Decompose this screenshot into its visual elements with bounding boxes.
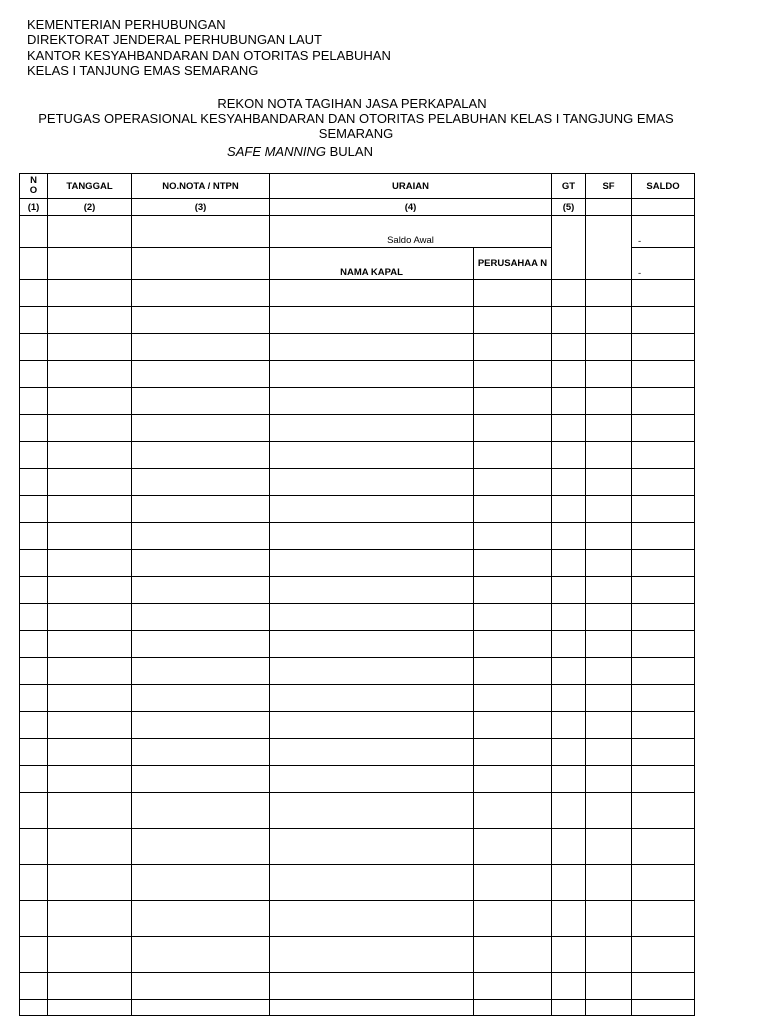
table-cell [270,334,474,361]
index-sf-empty [586,199,632,216]
table-row [20,307,695,334]
table-cell [586,937,632,973]
table-cell [474,937,552,973]
table-cell [20,577,48,604]
table-cell [474,973,552,1000]
table-cell [474,523,552,550]
saldo-awal-label: Saldo Awal [270,216,552,248]
table-row [20,766,695,793]
table-cell [20,766,48,793]
table-cell [48,685,132,712]
table-cell [632,415,695,442]
header-nota: NO.NOTA / NTPN [132,174,270,199]
table-cell [20,865,48,901]
table-cell [132,1000,270,1016]
index-saldo-empty [632,199,695,216]
table-cell [474,280,552,307]
table-cell [474,334,552,361]
table-cell [586,442,632,469]
table-cell [20,973,48,1000]
table-row [20,280,695,307]
cell [20,216,48,248]
cell-gt-merged [552,216,586,280]
table-cell [586,685,632,712]
table-cell [132,307,270,334]
table-cell [132,937,270,973]
table-cell [270,658,474,685]
table-cell [20,307,48,334]
document-title-line2: PETUGAS OPERASIONAL KESYAHBANDARAN DAN OTORITAS PELABUHAN KELAS I TANGJUNG EMAS [38,111,674,126]
table-cell [48,442,132,469]
table-cell [48,766,132,793]
table-cell [132,334,270,361]
table-cell [474,739,552,766]
table-cell [632,712,695,739]
table-cell [586,1000,632,1016]
table-cell [632,280,695,307]
table-cell [48,469,132,496]
org-line-office: KANTOR KESYAHBANDARAN DAN OTORITAS PELABUHAN [27,47,391,63]
table-cell [48,334,132,361]
table-cell [632,829,695,865]
table-cell [48,577,132,604]
table-cell [20,901,48,937]
table-cell [586,793,632,829]
table-cell [20,658,48,685]
table-cell [474,1000,552,1016]
table-cell [474,793,552,829]
table-cell [552,712,586,739]
document-title: REKON NOTA TAGIHAN JASA PERKAPALAN [217,96,487,111]
table-row [20,550,695,577]
table-cell [48,829,132,865]
table-cell [552,415,586,442]
table-cell [48,361,132,388]
table-row [20,712,695,739]
table-cell [586,901,632,937]
table-cell [20,604,48,631]
table-row [20,604,695,631]
cell [132,248,270,280]
cell [20,248,48,280]
table-cell [132,829,270,865]
table-cell [552,442,586,469]
table-cell [48,658,132,685]
table-cell [270,361,474,388]
table-cell [20,388,48,415]
table-cell [632,442,695,469]
table-cell [48,739,132,766]
table-cell [270,739,474,766]
subtitle-rest: BULAN [326,144,373,159]
table-row [20,829,695,865]
table-cell [586,973,632,1000]
table-cell [20,361,48,388]
table-cell [586,577,632,604]
table-cell [474,388,552,415]
index-5: (5) [552,199,586,216]
table-cell [474,415,552,442]
table-cell [632,739,695,766]
table-cell [632,604,695,631]
table-cell [474,604,552,631]
table-cell [20,829,48,865]
table-cell [586,829,632,865]
table-cell [632,523,695,550]
table-cell [586,766,632,793]
table-cell [586,865,632,901]
table-cell [552,1000,586,1016]
table-cell [632,307,695,334]
table-cell [586,415,632,442]
table-cell [474,865,552,901]
table-cell [586,658,632,685]
index-1: (1) [20,199,48,216]
table-cell [586,523,632,550]
table-row [20,739,695,766]
table-cell [552,793,586,829]
table-cell [632,973,695,1000]
cell [132,216,270,248]
index-4: (4) [270,199,552,216]
table-cell [586,712,632,739]
table-cell [132,766,270,793]
table-cell [474,496,552,523]
cell [48,248,132,280]
table-cell [270,307,474,334]
table-cell [632,793,695,829]
table-row [20,793,695,829]
saldo-awal-value: - [632,216,695,248]
table-row [20,334,695,361]
index-2: (2) [48,199,132,216]
saldo-awal-row [20,216,695,248]
table-row [20,496,695,523]
table-cell [474,766,552,793]
table-cell [270,523,474,550]
table-cell [270,973,474,1000]
table-cell [632,937,695,973]
table-cell [20,415,48,442]
table-cell [270,937,474,973]
table-cell [48,415,132,442]
table-cell [270,829,474,865]
header-saldo: SALDO [632,174,695,199]
table-cell [632,496,695,523]
table-cell [48,712,132,739]
table-cell [552,865,586,901]
table-cell [586,388,632,415]
table-cell [132,658,270,685]
table-cell [270,604,474,631]
table-cell [552,901,586,937]
header-perusahaan: PERUSAHAA N [474,248,552,280]
table-cell [48,937,132,973]
table-cell [270,712,474,739]
table-cell [586,604,632,631]
table-cell [552,973,586,1000]
table-cell [552,388,586,415]
table-cell [20,334,48,361]
table-cell [20,280,48,307]
table-cell [632,901,695,937]
table-cell [270,766,474,793]
table-cell [270,685,474,712]
table-cell [270,865,474,901]
table-cell [270,388,474,415]
table-row [20,658,695,685]
table-cell [132,631,270,658]
table-cell [132,361,270,388]
table-cell [552,631,586,658]
table-cell [132,280,270,307]
table-cell [632,577,695,604]
table-cell [48,523,132,550]
table-row [20,577,695,604]
table-cell [552,307,586,334]
table-row [20,973,695,1000]
table-cell [132,865,270,901]
table-row [20,865,695,901]
table-row [20,361,695,388]
table-cell [632,334,695,361]
table-cell [552,766,586,793]
table-cell [632,631,695,658]
table-cell [586,307,632,334]
header-uraian: URAIAN [270,174,552,199]
table-cell [132,577,270,604]
organization-header [27,17,391,78]
table-cell [474,658,552,685]
table-cell [270,496,474,523]
table-cell [270,631,474,658]
table-cell [270,469,474,496]
table-row [20,901,695,937]
table-cell [270,442,474,469]
table-cell [48,865,132,901]
table-cell [20,712,48,739]
table-cell [552,523,586,550]
table-cell [132,973,270,1000]
table-cell [586,469,632,496]
table-cell [270,793,474,829]
table-cell [132,469,270,496]
header-gt: GT [552,174,586,199]
table-cell [132,739,270,766]
document-title-line3: SEMARANG [318,126,394,141]
header-sf: SF [586,174,632,199]
table-cell [48,307,132,334]
table-cell [132,685,270,712]
table-cell [552,577,586,604]
table-cell [586,361,632,388]
index-3: (3) [132,199,270,216]
table-cell [474,829,552,865]
table-cell [20,496,48,523]
table-cell [48,631,132,658]
table-cell [20,1000,48,1016]
table-cell [474,307,552,334]
table-row [20,1000,695,1016]
table-cell [632,685,695,712]
table-cell [20,685,48,712]
table-cell [132,793,270,829]
table-row [20,523,695,550]
table-cell [552,361,586,388]
table-cell [632,865,695,901]
table-cell [270,1000,474,1016]
table-cell [632,550,695,577]
table-cell [48,604,132,631]
table-cell [48,280,132,307]
table-cell [270,901,474,937]
table-row [20,442,695,469]
table-cell [132,604,270,631]
table-body [20,280,695,1016]
table-cell [20,739,48,766]
header-nama-kapal: NAMA KAPAL [270,248,474,280]
table-cell [632,766,695,793]
table-cell [48,901,132,937]
saldo-value-2: - [632,248,695,280]
table-cell [474,685,552,712]
cell [48,216,132,248]
reconciliation-table [19,173,695,1016]
table-cell [474,577,552,604]
table-cell [20,442,48,469]
org-line-directorate: DIREKTORAT JENDERAL PERHUBUNGAN LAUT [27,32,322,48]
table-cell [48,973,132,1000]
table-cell [270,577,474,604]
table-index-row [20,199,695,216]
table-cell [586,739,632,766]
table-cell [48,550,132,577]
header-tanggal: TANGGAL [48,174,132,199]
table-cell [474,550,552,577]
table-cell [552,550,586,577]
org-line-class: KELAS I TANJUNG EMAS SEMARANG [27,62,259,78]
table-cell [632,658,695,685]
table-cell [586,550,632,577]
table-cell [132,901,270,937]
table-cell [132,415,270,442]
cell-sf-merged [586,216,632,280]
table-cell [132,496,270,523]
table-cell [132,442,270,469]
table-cell [20,523,48,550]
table-cell [586,631,632,658]
table-cell [552,334,586,361]
table-row [20,388,695,415]
header-no: N O [20,174,48,199]
document-subtitle [0,144,600,159]
table-row [20,415,695,442]
table-cell [132,523,270,550]
table-cell [552,496,586,523]
table-cell [48,496,132,523]
table-row [20,685,695,712]
table-cell [474,631,552,658]
table-cell [552,469,586,496]
table-cell [632,1000,695,1016]
table-cell [132,550,270,577]
org-line-ministry: KEMENTERIAN PERHUBUNGAN [27,17,226,32]
table-cell [20,937,48,973]
table-cell [270,550,474,577]
table-cell [132,388,270,415]
table-cell [132,712,270,739]
table-cell [270,280,474,307]
table-cell [632,388,695,415]
table-cell [586,334,632,361]
table-cell [586,496,632,523]
table-cell [20,631,48,658]
table-cell [552,739,586,766]
table-cell [474,712,552,739]
table-cell [552,658,586,685]
table-cell [48,1000,132,1016]
table-cell [632,469,695,496]
table-cell [586,280,632,307]
table-cell [48,793,132,829]
subtitle-italic: SAFE MANNING [227,144,326,159]
table-cell [632,361,695,388]
table-cell [474,442,552,469]
table-cell [474,469,552,496]
table-row [20,631,695,658]
table-cell [552,280,586,307]
table-cell [552,829,586,865]
table-cell [270,415,474,442]
table-row [20,469,695,496]
table-cell [20,550,48,577]
table-cell [20,469,48,496]
table-cell [20,793,48,829]
table-cell [474,901,552,937]
table-cell [552,604,586,631]
table-cell [552,937,586,973]
table-cell [552,685,586,712]
table-cell [48,388,132,415]
table-cell [474,361,552,388]
table-row [20,937,695,973]
table-header-row [20,174,695,199]
